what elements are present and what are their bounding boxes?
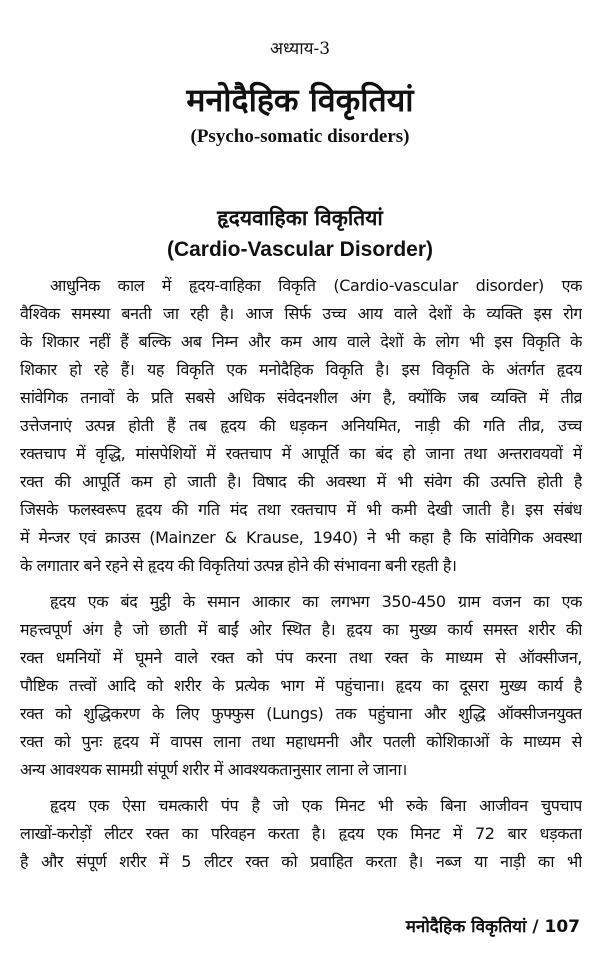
text-line: हृदय एक बंद मुट्ठी के समान आकार का लगभग 350-450 ग्राम वजन का एक <box>50 592 582 611</box>
chapter-title: मनोदैहिक विकृतियां <box>186 81 414 119</box>
text-line: पौष्टिक तत्त्वों आदि को शरीर के प्रत्येक भाग में पहुंचाना। हृदय का दूसरा मुख्य कार्य है <box>20 676 582 695</box>
paragraph-1 <box>20 272 582 580</box>
text-line: उत्तेजनाएं उत्पन्न होती हैं तब हृदय की धड़कन अनियमित, नाड़ी की गति तीव्र, उच्च <box>20 416 582 435</box>
text-line: रक्त की आपूर्ति कम हो जाती है। विषाद की अवस्था में भी संवेग की उत्पत्ति होती है <box>20 472 582 491</box>
paragraph-3 <box>20 792 582 876</box>
section-subtitle: (Cardio-Vascular Disorder) <box>166 238 434 261</box>
body-text <box>20 272 582 876</box>
text-line: शिकार हो रहे हैं। यह विकृति एक मनोदैहिक विकृति है। इस विकृति के अंतर्गत हृदय <box>20 360 582 379</box>
chapter-label: अध्याय-3 <box>269 39 331 59</box>
text-line: हृदय एक ऐसा चमत्कारी पंप है जो एक मिनट भी रुके बिना आजीवन चुपचाप <box>50 796 582 815</box>
text-line: के लगातार बने रहने से हृदय की विकृतियां उत्पन्न होने की संभावना बनी रहती है। <box>20 556 457 575</box>
text-line: रक्त को शुद्धिकरण के लिए फुफ्फुस (Lungs) तक पहुंचाना और शुद्धि ऑक्सीजनयुक्त <box>20 704 582 723</box>
chapter-subtitle: (Psycho-somatic disorders) <box>190 126 410 147</box>
text-line: है और संपूर्ण शरीर में 5 लीटर रक्त को प्रवाहित करता है। नब्ज या नाड़ी का भी <box>20 852 582 871</box>
page-footer <box>406 914 580 937</box>
text-line: रक्तचाप में वृद्धि, मांसपेशियों में रक्तचाप में आपूर्ति का बंद हो जाना तथा अन्तरावयवों में <box>20 444 582 463</box>
section-title: हृदयवाहिका विकृतियां <box>217 206 383 230</box>
text-line: वैश्विक समस्या बनती जा रही है। आज सिर्फ उच्च आय वाले देशों के व्यक्ति इस रोग <box>20 304 582 323</box>
text-line: सांवेगिक तनावों के प्रति सबसे अधिक संवेदनशील अंग है, क्योंकि जब व्यक्ति में तीव्र <box>20 388 582 407</box>
text-line: अन्य आवश्यक सामग्री संपूर्ण शरीर में आवश्यकतानुसार लाना ले जाना। <box>20 760 407 779</box>
text-line: रक्त को पुनः हृदय में वापस लाना तथा महाधमनी और पतली कोशिकाओं के माध्यम से <box>20 732 582 751</box>
text-line: लाखों-करोड़ों लीटर रक्त का परिवहन करता है। हृदय एक मिनट में 72 बार धड़कता <box>20 824 582 843</box>
running-title: मनोदैहिक विकृतियां <box>405 917 527 937</box>
page-number: 107 <box>544 917 580 937</box>
paragraph-2 <box>20 588 582 784</box>
text-line: के शिकार नहीं हैं बल्कि अब निम्न और कम आय वाले देशों के लोग भी इस विकृति के <box>20 332 582 351</box>
text-line: आधुनिक काल में हृदय-वाहिका विकृति (Cardio-vascular disorder) एक <box>50 276 582 295</box>
footer-separator: / <box>532 917 539 937</box>
text-line: में मेन्जर एवं क्राउस (Mainzer & Krause, 1940) ने भी कहा है कि सांवेगिक अवस्था <box>20 528 582 547</box>
text-line: जिसके फलस्वरूप हृदय की गति मंद तथा रक्तचाप में भी कमी देखी जाती है। इस संबंध <box>20 500 582 519</box>
text-line: महत्त्वपूर्ण अंग है जो छाती में बाईं ओर स्थित है। हृदय का मुख्य कार्य समस्त शरीर की <box>20 620 582 639</box>
text-line: रक्त धमनियों में घूमने वाले रक्त को पंप करना तथा रक्त के माध्यम से ऑक्सीजन, <box>20 648 582 667</box>
